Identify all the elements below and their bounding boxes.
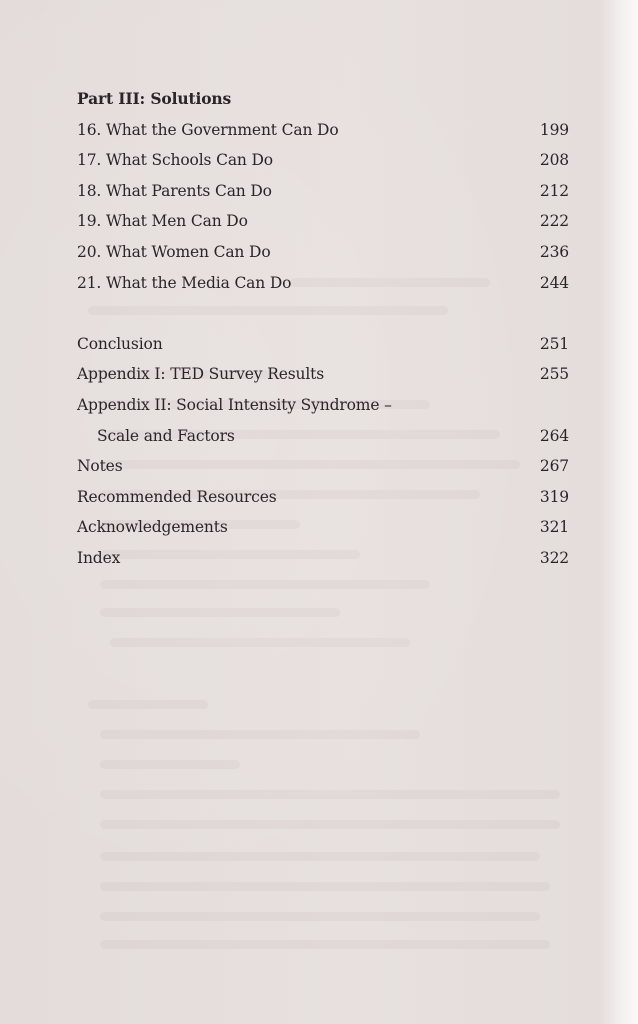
toc-entry-title: Scale and Factors <box>97 426 235 445</box>
toc-entry <box>77 115 569 146</box>
toc-entry-title: Conclusion <box>77 334 163 353</box>
toc-entry-page: 236 <box>539 242 569 261</box>
table-of-contents <box>77 84 569 574</box>
toc-entry-page: 244 <box>539 273 569 292</box>
toc-entry <box>77 237 569 268</box>
toc-entry-title: 20. What Women Can Do <box>77 242 271 261</box>
toc-entry <box>77 145 569 176</box>
toc-entry <box>77 543 569 574</box>
toc-entry-page: 321 <box>539 518 569 537</box>
toc-entry-page: 255 <box>539 365 569 384</box>
toc-entry-page: 212 <box>539 181 569 200</box>
toc-entry-title: Appendix II: Social Intensity Syndrome – <box>77 395 392 414</box>
toc-entry <box>77 482 569 513</box>
toc-entry-title: Appendix I: TED Survey Results <box>77 365 325 384</box>
toc-entry <box>77 206 569 237</box>
toc-entry <box>77 451 569 482</box>
toc-entry <box>77 329 569 360</box>
toc-entry <box>77 268 569 299</box>
section-spacer <box>77 298 569 329</box>
toc-entry-page: 208 <box>539 151 569 170</box>
toc-entry-continuation <box>77 421 569 452</box>
toc-entry-page: 199 <box>539 120 569 139</box>
toc-entry-page: 267 <box>539 457 569 476</box>
part-heading: Part III: Solutions <box>77 89 232 108</box>
toc-entry-title: 21. What the Media Can Do <box>77 273 292 292</box>
toc-entry-title: 16. What the Government Can Do <box>77 120 339 139</box>
toc-entry-page: 322 <box>539 548 569 567</box>
toc-entry-title: 18. What Parents Can Do <box>77 181 272 200</box>
toc-entry <box>77 176 569 207</box>
toc-entry-title: Recommended Resources <box>77 487 277 506</box>
toc-entry <box>77 512 569 543</box>
toc-entry-page: 319 <box>539 487 569 506</box>
toc-entry-title: 17. What Schools Can Do <box>77 151 273 170</box>
toc-entry-title: 19. What Men Can Do <box>77 212 248 231</box>
toc-entry-title: Notes <box>77 457 123 476</box>
toc-entry-title: Acknowledgements <box>77 518 228 537</box>
toc-entry-page: 264 <box>539 426 569 445</box>
toc-entry <box>77 390 569 421</box>
toc-entry-page: 251 <box>539 334 569 353</box>
toc-entry-title: Index <box>77 548 121 567</box>
toc-entry <box>77 359 569 390</box>
toc-entry-page: 222 <box>539 212 569 231</box>
